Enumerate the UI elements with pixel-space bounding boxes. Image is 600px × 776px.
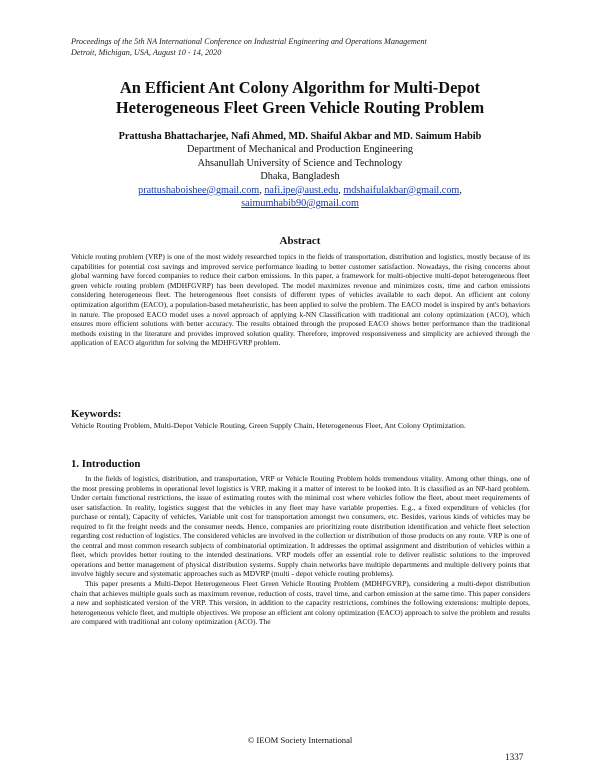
email-link-3[interactable]: mdshaifulakbar@gmail.com: [343, 184, 460, 196]
university: Ahsanullah University of Science and Technology: [197, 157, 403, 169]
proceedings-header: [71, 36, 541, 58]
introduction-paragraph-2: This paper presents a Multi-Depot Heterogeneous Fleet Green Vehicle Routing Problem (MDHFGVRP), considering a multi-depot distribution chain that achieves multiple goals such as maximum revenue, reduction of costs, travel time, and carbon emission at the same time. This paper considers a new and sophisticated version of the VRP. This version, in addition to the capacity restrictions, combines the following extensions: multiple depots, heterogeneous vehicle fleet, and multiple objectives. We propose an efficient ant colony optimization (EACO) approach to solve the problem and results are compared with traditional ant colony optimization (ACO). The: [71, 579, 530, 627]
department: Department of Mechanical and Production Engineering: [186, 144, 414, 156]
proceedings-line-2: Detroit, Michigan, USA, August 10 - 14, 2020: [71, 48, 222, 57]
email-line-1: prattushaboishee@gmail.com, nafi.ipe@aust.edu, mdshaifulakbar@gmail.com,: [138, 184, 462, 196]
abstract-text: Vehicle routing problem (VRP) is one of the most widely researched topics in the fields of transportation, distribution and logistics, mostly because of its capabilities for potential cost savings and improved service performance leading to better customer satisfaction. Nowadays, the rising concerns about global warming have forced companies to reduce their carbon emissions. In this paper, a framework for multi-objective multi-depot heterogeneous fleet green vehicle routing problem (MDHFGVRP) has been developed. The model maximizes revenue and minimizes costs, time and carbon emissions considering heterogeneous fleet. The heterogeneous fleet consists of different types of vehicles available to each depot. An efficient ant colony optimization algorithm (EACO), a population-based metaheuristic, has been applied to solve the problem. The EACO model is inspired by ant's behaviors in nature. The proposed EACO model uses a novel approach of applying k-NN Classification with traditional ant colony optimization (ACO), which ensures more efficient solutions with better accuracy. The results obtained through the proposed EACO shows better performance than the traditional methods existing in the literature and provides improved solution quality. Therefore, improved responsiveness and simplicity are achieved through the application of EACO algorithm for solving the MDHFGVRP problem.: [71, 252, 530, 348]
copyright-footer: © IEOM Society International: [247, 735, 353, 745]
abstract-heading: Abstract: [279, 235, 321, 247]
page-number: 1337: [505, 752, 524, 762]
author-block: [60, 130, 540, 210]
email-link-1[interactable]: prattushaboishee@gmail.com: [138, 184, 260, 196]
location: Dhaka, Bangladesh: [260, 171, 340, 183]
keywords-heading: Keywords:: [71, 408, 122, 420]
title-line-2: Heterogeneous Fleet Green Vehicle Routing Problem: [115, 98, 485, 117]
email-link-2[interactable]: nafi.ipe@aust.edu: [264, 184, 339, 196]
paper-title: [60, 78, 540, 118]
proceedings-line-1: Proceedings of the 5th NA International Conference on Industrial Engineering and Operations Management: [71, 37, 427, 46]
introduction-paragraph-1: In the fields of logistics, distribution, and transportation, VRP or Vehicle Routing Problem holds tremendous vitality. Among other things, one of the most pressing problems in operational level logistics is VRP, making it a matter of interest to be looked into. It is classified as an NP-hard problem. Under certain functional restrictions, the issue of estimating routes with the minimal cost where vehicles follow the fleet, about meet requirements of user satisfaction. In reality, logistics suggest that the vehicles in any fleet may have variable properties. E.g., a fixed expenditure of vehicles (for purchase or rental), Capacity of vehicles, Variable unit cost for transportation amongst two consumers, etc. Besides, various kinds of vehicles may be required to fit the freight needs and the consumer needs. Hence, companies are prioritizing route distribution identification and vehicle fleet selection regarding cost reduction of logistics. The considered vehicles are involved in the collection or distribution of those products on any route. VRP is one of the central and most common research subjects of combinatorial optimization. It addresses the optimal assignment and distribution of vehicles within a fleet, which provides better routing to the intended destinations. VRP models offer an essential role to deliver realistic solutions to the improved operations and better management of physical distribution systems. Supply chain networks have multiple departments and multiple delivery points that involve highly secure and systematic approaches such as MDVRP (multi - depot vehicle routing problems).: [71, 474, 530, 579]
author-names: Prattusha Bhattacharjee, Nafi Ahmed, MD. Shaiful Akbar and MD. Saimum Habib: [118, 131, 482, 142]
email-link-4[interactable]: saimumhabib90@gmail.com: [241, 198, 359, 210]
introduction-body: [71, 474, 530, 627]
title-line-1: An Efficient Ant Colony Algorithm for Multi-Depot: [119, 78, 481, 97]
keywords-text: Vehicle Routing Problem, Multi-Depot Vehicle Routing, Green Supply Chain, Heterogeneous Fleet, Ant Colony Optimization.: [71, 421, 466, 430]
email-line-2: [60, 197, 540, 210]
introduction-heading: 1. Introduction: [71, 458, 141, 470]
